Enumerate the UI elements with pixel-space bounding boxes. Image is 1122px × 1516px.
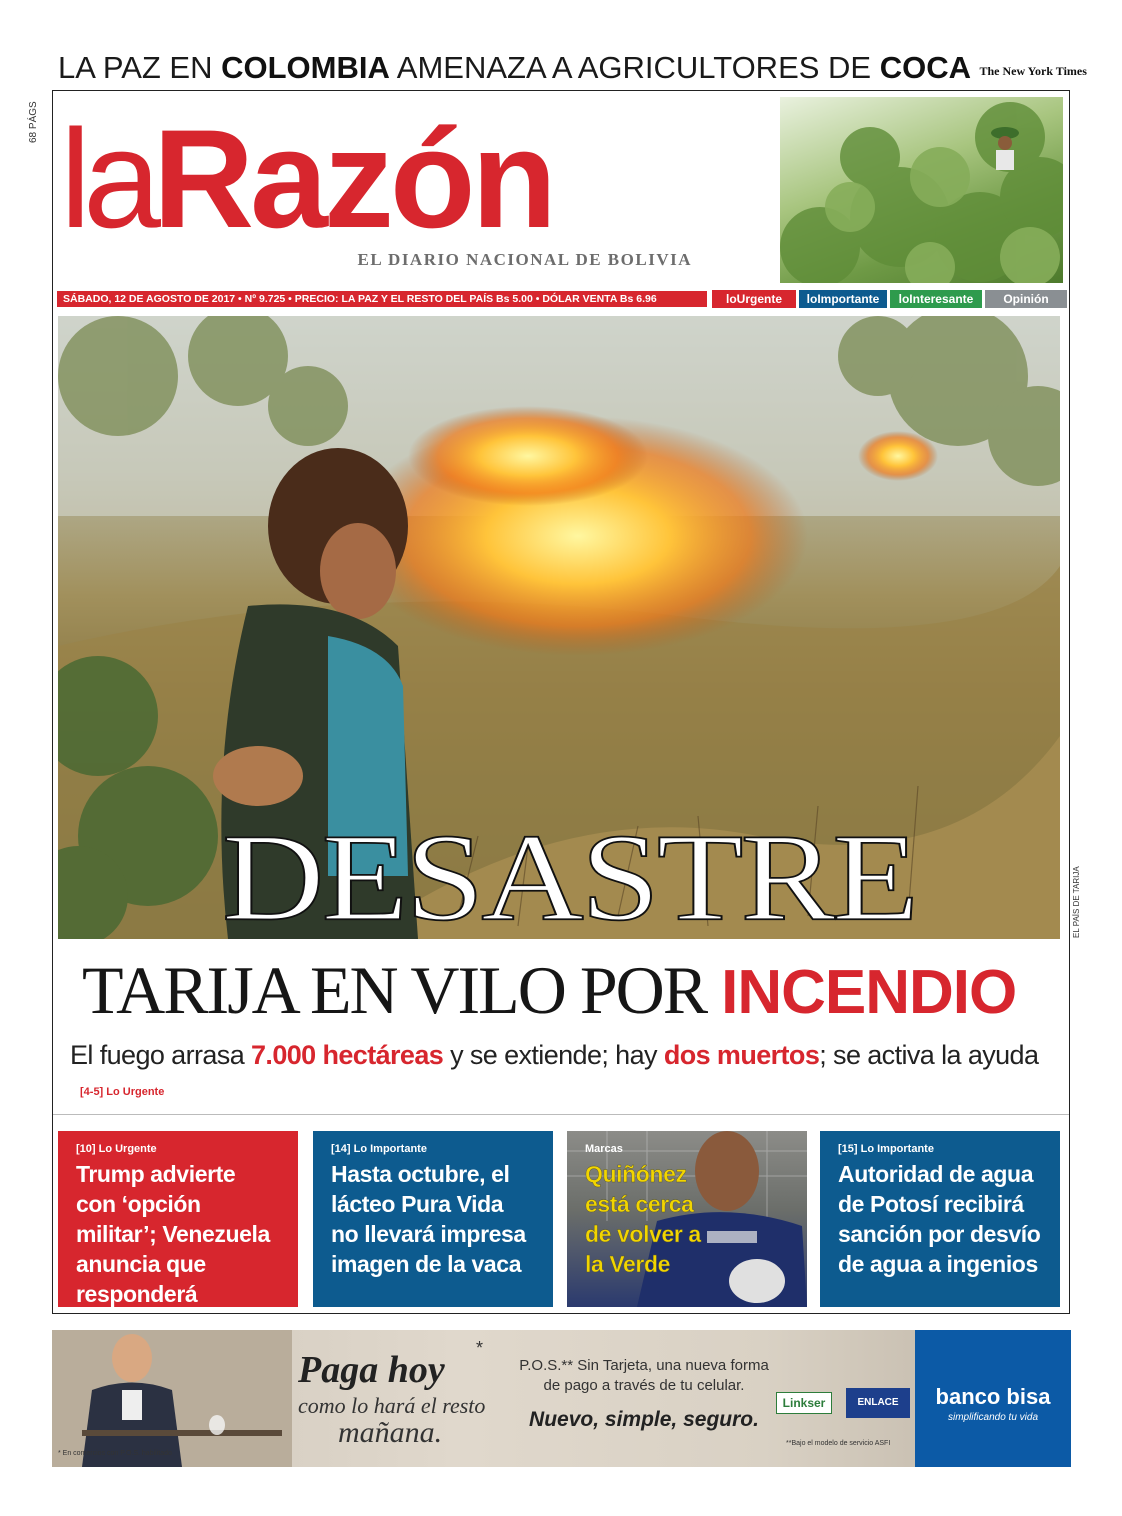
ad-pos-description: P.O.S.** Sin Tarjeta, una nueva forma de pago a través de tu celular. (519, 1357, 769, 1394)
enlace-logo: ENLACE (846, 1388, 910, 1418)
ad-pos-text (514, 1356, 774, 1430)
ad-man-illustration (52, 1330, 292, 1467)
teaser-text: Trump advierte con ‘opción militar’; Venezuela anuncia que responderá (76, 1161, 270, 1307)
bank-name: banco bisa (935, 1384, 1051, 1409)
page-count: 68 PÁGS (28, 101, 39, 143)
logo-razon: Razón (152, 100, 553, 257)
partner-logos (774, 1386, 914, 1420)
logo-la: la (60, 100, 153, 257)
teaser-tag: [14] Lo Importante (331, 1143, 427, 1155)
teaser-text: Hasta octubre, el lácteo Pura Vida no llevará impresa imagen de la vaca (331, 1161, 526, 1277)
headline-black: TARIJA EN VILO POR (82, 952, 722, 1028)
headline-red: INCENDIO (721, 958, 1017, 1027)
ad-asterisk: * (476, 1338, 484, 1358)
teaser-text: Quiñónez está cerca de volver a la Verde (585, 1161, 701, 1277)
main-story-page-ref[interactable]: [4-5] Lo Urgente (80, 1086, 165, 1098)
ad-paga-hoy (298, 1348, 538, 1449)
ad-footnote-right: **Bajo el modelo de servicio ASFI (786, 1440, 891, 1447)
teaser-tag: [10] Lo Urgente (76, 1143, 157, 1155)
subhead-part-b: y se extiende; hay (443, 1040, 664, 1070)
section-index (712, 290, 1067, 308)
ad-paga-title: Paga hoy (298, 1349, 445, 1391)
top-banner-headline[interactable] (58, 50, 1087, 90)
coca-field-illustration (780, 97, 1063, 283)
main-headline[interactable] (82, 950, 1062, 1030)
subhead-part-c: ; se activa la ayuda (819, 1040, 1039, 1070)
main-subheadline (70, 1040, 1070, 1076)
masthead-logo[interactable] (60, 100, 553, 257)
teaser-tag: [15] Lo Importante (838, 1143, 934, 1155)
subhead-deaths: dos muertos (663, 1040, 820, 1070)
teaser-potosi-water[interactable] (820, 1131, 1060, 1307)
banner-text-2: AMENAZA A AGRICULTORES DE (389, 50, 880, 85)
photo-credit: EL PAÍS DE TARIJA (1072, 866, 1081, 938)
dateline-bar: SÁBADO, 12 DE AGOSTO DE 2017 • Nº 9.725 • PRECIO: LA PAZ Y EL RESTO DEL PAÍS Bs 5.00 • DÓLAR VENTA Bs 6.96 (57, 291, 707, 307)
section-lo-urgente[interactable]: loUrgente (712, 290, 796, 308)
ad-slogan: Nuevo, simple, seguro. (529, 1408, 759, 1431)
ad-footnote-left: * En comercios con P.O.S. habilitado (58, 1450, 172, 1457)
subhead-hectares: 7.000 hectáreas (251, 1040, 444, 1070)
main-kicker-desastre[interactable]: DESASTRE (222, 807, 916, 947)
bank-tagline: simplificando tu vida (947, 1412, 1039, 1423)
bank-logo-panel[interactable] (915, 1330, 1071, 1467)
teaser-tag: Marcas (585, 1143, 623, 1155)
linkser-logo: Linkser (776, 1392, 832, 1414)
section-opinion[interactable]: Opinión (985, 290, 1067, 308)
bank-advertisement[interactable] (52, 1330, 1071, 1467)
section-lo-importante[interactable]: loImportante (799, 290, 887, 308)
divider (53, 1114, 1069, 1115)
teaser-quinonez[interactable] (567, 1131, 807, 1307)
section-lo-interesante[interactable]: loInteresante (890, 290, 982, 308)
banner-bold-coca: COCA (879, 50, 971, 85)
teaser-text: Autoridad de agua de Potosí recibirá sanción por desvío de agua a ingenios (838, 1161, 1041, 1277)
masthead-tagline: EL DIARIO NACIONAL DE BOLIVIA (357, 250, 692, 269)
banner-source: The New York Times (979, 64, 1087, 78)
subhead-part-a: El fuego arrasa (70, 1040, 252, 1070)
banner-text-1: LA PAZ EN (58, 50, 222, 85)
teaser-trump-venezuela[interactable] (58, 1131, 298, 1307)
coca-field-photo[interactable] (780, 97, 1063, 283)
ad-paga-sub: como lo hará el resto (298, 1393, 486, 1418)
ad-paga-manana: mañana. (338, 1416, 443, 1449)
banner-bold-colombia: COLOMBIA (221, 50, 390, 85)
teaser-pura-vida[interactable] (313, 1131, 553, 1307)
